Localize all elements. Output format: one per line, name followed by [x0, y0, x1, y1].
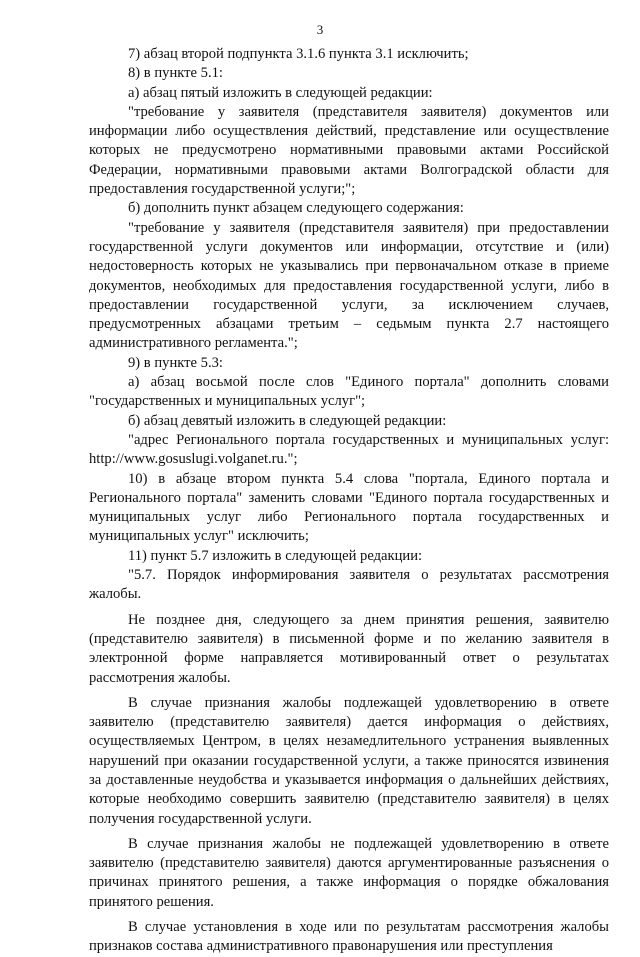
paragraph-quote-5-1-a: "требование у заявителя (представителя заявителя) документов или информации либо осуществления действий, представление или осуществление которых не предусмотрено нормативными правовыми актами Российской Федерации, нормативными правовыми актами Волгоградской области для предоставления государственной услуги;"; — [89, 103, 609, 198]
paragraph-item-11: 11) пункт 5.7 изложить в следующей редакции: — [128, 547, 423, 564]
paragraph-item-7: 7) абзац второй подпункта 3.1.6 пункта 3.1 исключить; — [128, 46, 469, 62]
paragraph-5-7-not-satisfied: В случае признания жалобы не подлежащей удовлетворению в ответе заявителю (представителю заявителя) даются аргументированные разъяснения о причинах принятого решения, а также информация о порядке обжалования принятого решения. — [89, 835, 609, 910]
page-number: 3 — [316, 22, 324, 37]
paragraph-item-8b: б) дополнить пункт абзацем следующего содержания: — [128, 200, 464, 217]
paragraph-quote-5-1-b: "требование у заявителя (представителя заявителя) при предоставлении государственной услуги документов или информации, отсутствие и (или) недостоверность которых не указывались при первоначальном отказе в приеме документов, необходимых для предоставления государственной услуги, либо в предоставлении государственной услуги, за исключением случаев, предусмотренных абзацами третьим – седьмым пункта 2.7 настоящего административного регламента."; — [89, 219, 609, 352]
paragraph-item-9a: а) абзац восьмой после слов "Единого портала" дополнить словами "государственных и муниципальных услуг"; — [89, 374, 609, 410]
paragraph-5-7-satisfied: В случае признания жалобы подлежащей удовлетворению в ответе заявителю (представителю заявителя) дается информация о действиях, осуществляемых Центром, в целях незамедлительного устранения выявленных нарушений при оказании государственной услуги, а также приносятся извинения за доставленные неудобства и указывается информация о дальнейших действиях, которые необходимо совершить заявителю (представителю заявителя) в целях получения государственной услуги. — [89, 694, 609, 827]
paragraph-5-7-violation: В случае установления в ходе или по результатам рассмотрения жалобы признаков состава административного правонарушения или преступления — [89, 919, 609, 955]
paragraph-item-8: 8) в пункте 5.1: — [128, 65, 223, 82]
paragraph-5-7-response-deadline: Не позднее дня, следующего за днем принятия решения, заявителю (представителю заявителя) в письменной форме и по желанию заявителя в электронной форме направляется мотивированный ответ о результатах рассмотрения жалобы. — [89, 611, 609, 686]
paragraph-quote-5-3-b: "адрес Регионального портала государственных и муниципальных услуг: http://www.gosuslugi.volganet.ru."; — [89, 431, 609, 468]
paragraph-item-9b: б) абзац девятый изложить в следующей редакции: — [128, 412, 447, 429]
document-body — [89, 45, 609, 957]
paragraph-item-10: 10) в абзаце втором пункта 5.4 слова "портала, Единого портала и Регионального портала" заменить словами "Единого портала государственных и муниципальных услуг либо Регионального портала государственных и муниципальных услуг" исключить; — [89, 470, 609, 545]
paragraph-item-9: 9) в пункте 5.3: — [128, 354, 223, 371]
paragraph-item-8a: а) абзац пятый изложить в следующей редакции: — [128, 84, 433, 101]
paragraph-heading-5-7: "5.7. Порядок информирования заявителя о результатах рассмотрения жалобы. — [89, 567, 609, 603]
